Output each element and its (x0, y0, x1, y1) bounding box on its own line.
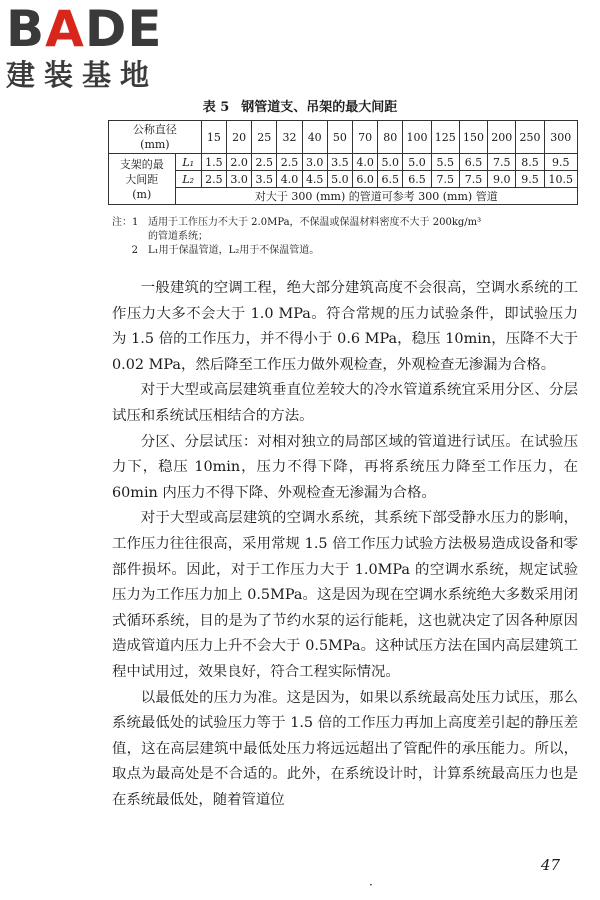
row-symbol-l1: L₁ (175, 154, 201, 171)
scan-dot: · (369, 878, 373, 892)
diameter-cell: 70 (353, 121, 378, 154)
value-cell: 3.5 (327, 154, 352, 171)
value-cell: 4.5 (302, 171, 327, 188)
value-cell: 9.5 (544, 154, 577, 171)
paragraph: 一般建筑的空调工程，绝大部分建筑高度不会很高，空调水系统的工作压力大多不会大于 1.0 MPa。符合常规的压力试验条件，即试验压力为 1.5 倍的工作压力，并不得小于 0.6 MPa，稳压 10min，压降不大于 0.02 MPa，然后降至工作压力做外观检查，外观检查无渗漏为合格。 (112, 280, 578, 373)
value-cell: 2.5 (201, 171, 226, 188)
diameter-cell: 300 (544, 121, 577, 154)
diameter-cell: 125 (431, 121, 459, 154)
value-cell: 9.0 (488, 171, 516, 188)
value-cell: 3.0 (226, 171, 251, 188)
support-spacing-table (108, 120, 578, 205)
table-row-l2 (109, 171, 578, 188)
value-cell: 6.5 (378, 171, 403, 188)
value-cell: 8.5 (516, 154, 544, 171)
note-label-2: 2 (131, 245, 138, 256)
value-cell: 4.0 (353, 154, 378, 171)
note-1: 适用于工作压力不大于 2.0MPa，不保温或保温材料密度不大于 200kg/m³ (148, 217, 482, 228)
diameter-cell: 20 (226, 121, 251, 154)
table-footer-note: 对大于 300 (mm) 的管道可参考 300 (mm) 管道 (175, 188, 577, 205)
logo-letter-a: A (45, 0, 85, 58)
table-caption: 钢管道支、吊架的最大间距 (241, 100, 398, 115)
logo-letter-d: D (84, 0, 128, 58)
diameter-cell: 15 (201, 121, 226, 154)
note-1-continued: 的管道系统； (148, 231, 208, 242)
value-cell: 5.0 (327, 171, 352, 188)
value-cell: 5.0 (403, 154, 431, 171)
row-symbol-l2: L₂ (175, 171, 201, 188)
value-cell: 7.5 (431, 171, 459, 188)
value-cell: 5.0 (378, 154, 403, 171)
table-row-l1 (109, 154, 578, 171)
value-cell: 6.5 (403, 171, 431, 188)
nominal-diameter-label: 公称直径 (mm) (109, 121, 202, 154)
table-title (0, 96, 600, 115)
diameter-cell: 200 (488, 121, 516, 154)
logo-letter-e: E (127, 0, 163, 58)
note-2: L₁用于保温管道，L₂用于不保温管道。 (148, 245, 320, 256)
diameter-cell: 32 (277, 121, 302, 154)
logo-subtitle: 建装基地 (6, 58, 159, 92)
value-cell: 7.5 (459, 171, 487, 188)
value-cell: 2.5 (277, 154, 302, 171)
value-cell: 2.0 (226, 154, 251, 171)
value-cell: 10.5 (544, 171, 577, 188)
value-cell: 1.5 (201, 154, 226, 171)
page-number: 47 (540, 856, 560, 874)
diameter-cell: 40 (302, 121, 327, 154)
value-cell: 3.0 (302, 154, 327, 171)
logo-letter-b: B (6, 0, 46, 58)
value-cell: 2.5 (252, 154, 277, 171)
diameter-cell: 25 (252, 121, 277, 154)
value-cell: 7.5 (488, 154, 516, 171)
diameter-cell: 50 (327, 121, 352, 154)
logo (6, 0, 163, 92)
value-cell: 4.0 (277, 171, 302, 188)
diameter-cell: 80 (378, 121, 403, 154)
note-label-1: 注：1 (112, 217, 139, 228)
value-cell: 5.5 (431, 154, 459, 171)
table-footer-row (109, 188, 578, 205)
value-cell: 6.5 (459, 154, 487, 171)
paragraph: 以最低处的压力为准。这是因为，如果以系统最高处压力试压，那么系统最低处的试验压力等于 1.5 倍的工作压力再加上高度差引起的静压差值，这在高层建筑中最低处压力将远远超出了管配件的承压能力。所以，取点为最高处是不合适的。此外，在系统设计时，计算系统最高压力也是在系统最低处，随着管道位 (112, 689, 578, 808)
table-notes (112, 216, 582, 258)
diameter-cell: 250 (516, 121, 544, 154)
table-number: 表 5 (202, 100, 230, 115)
table-header-row (109, 121, 578, 154)
value-cell: 3.5 (252, 171, 277, 188)
paragraph: 分区、分层试压：对相对独立的局部区域的管道进行试压。在试验压力下，稳压 10min，压力不得下降，再将系统压力降至工作压力，在 60min 内压力不得下降、外观检查无渗漏为合格。 (112, 433, 578, 501)
paragraph: 对于大型或高层建筑垂直位差较大的冷水管道系统宜采用分区、分层试压和系统试压相结合的方法。 (112, 382, 578, 424)
diameter-cell: 100 (403, 121, 431, 154)
body-text (112, 276, 578, 813)
paragraph: 对于大型或高层建筑的空调水系统，其系统下部受静水压力的影响，工作压力往往很高，采用常规 1.5 倍工作压力试验方法极易造成设备和零部件损坏。因此，对于工作压力大于 1.0MPa 的空调水系统，规定试验压力为工作压力加上 0.5MPa。这是因为现在空调水系统绝大多数采用闭式循环系统，目的是为了节约水泵的运行能耗，这也就决定了因各种原因造成管道内压力上升不会大于 0.5MPa。这种试压方法在国内高层建筑工程中试用过，效果良好，符合工程实际情况。 (112, 510, 578, 680)
diameter-cell: 150 (459, 121, 487, 154)
value-cell: 9.5 (516, 171, 544, 188)
support-spacing-label: 支架的最 大间距 (m) (109, 154, 176, 205)
value-cell: 6.0 (353, 171, 378, 188)
logo-wordmark (6, 0, 163, 58)
